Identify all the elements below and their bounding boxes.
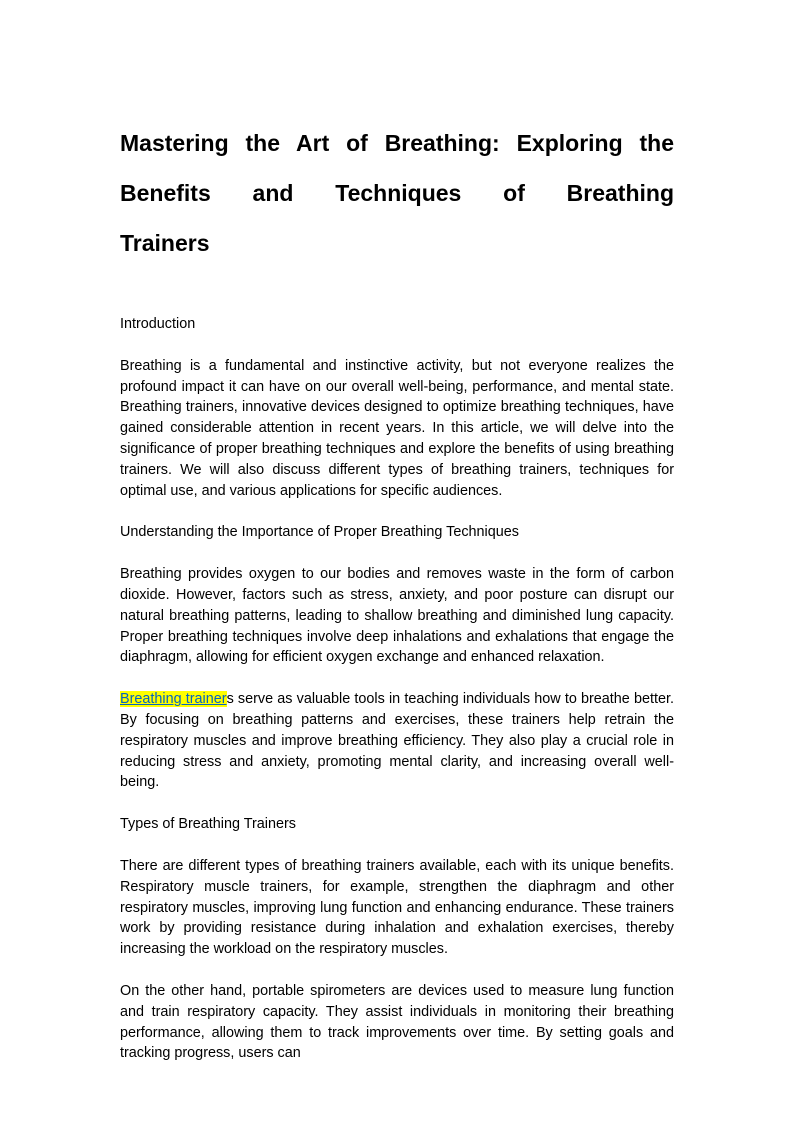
paragraph-importance: Breathing provides oxygen to our bodies and removes waste in the form of carbon dioxide. However, factors such as stress, anxiety, and poor posture can disrupt our natural breathing patterns, leading to shallow breathing and diminished lung capacity. Proper breathing techniques involve deep inhalations and exhalations that engage the diaphragm, allowing for efficient oxygen exchange and enhanced relaxation.: [120, 566, 674, 666]
breathing-trainer-link[interactable]: Breathing trainer: [120, 691, 227, 708]
document-title: [120, 118, 674, 268]
document-title-line-1: Mastering the Art of Breathing: Exploring the: [120, 130, 674, 156]
section-heading-introduction: Introduction: [120, 316, 196, 332]
paragraph-intro: Breathing is a fundamental and instinctive activity, but not everyone realizes the profound impact it can have on our overall well-being, performance, and mental state. Breathing trainers, innovative devices designed to optimize breathing techniques, have gained considerable attention in recent years. In this article, we will delve into the significance of proper breathing techniques and explore the benefits of using breathing trainers. We will also discuss different types of breathing trainers, techniques for optimal use, and various applications for specific audiences.: [120, 357, 674, 499]
paragraph-types: There are different types of breathing trainers available, each with its unique benefits. Respiratory muscle trainers, for example, strengthen the diaphragm and other respiratory muscles, improving lung function and enhancing endurance. These trainers work by providing resistance during inhalation and exhalation exercises, thereby increasing the workload on the respiratory muscles.: [120, 857, 674, 958]
section-heading-types: Types of Breathing Trainers: [120, 816, 296, 833]
document-title-line-2: Benefits and Techniques of Breathing: [120, 180, 674, 206]
section-heading-importance: Understanding the Importance of Proper Breathing Techniques: [120, 524, 519, 541]
paragraph-trainers-text: s serve as valuable tools in teaching individuals how to breathe better. By focusing on breathing patterns and exercises, these trainers help retrain the respiratory muscles and improve breathing efficiency. They also play a crucial role in reducing stress and anxiety, promoting mental clarity, and increasing overall well-being.: [120, 691, 674, 791]
document-title-line-3: Trainers: [120, 230, 210, 256]
paragraph-trainers: [120, 689, 674, 793]
paragraph-spirometers: On the other hand, portable spirometers are devices used to measure lung function and train respiratory capacity. They assist individuals in monitoring their breathing performance, allowing them to track improvements over time. By setting goals and tracking progress, users can: [120, 982, 674, 1062]
